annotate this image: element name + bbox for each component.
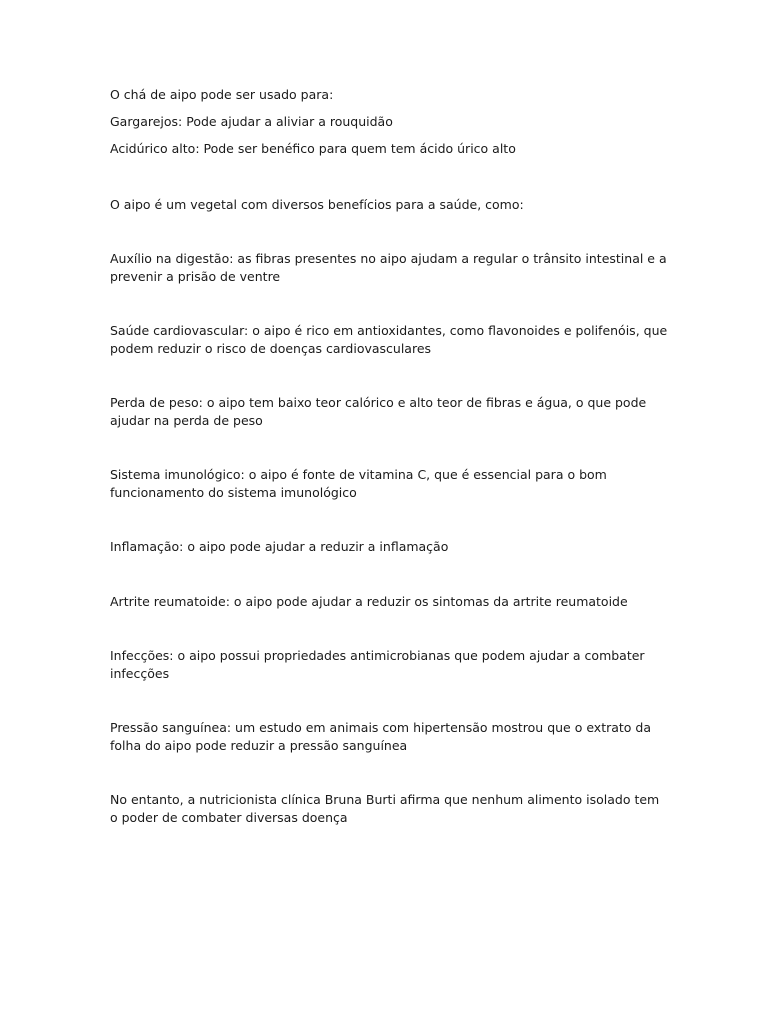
paragraph-acidurico: Acidúrico alto: Pode ser benéfico para quem tem ácido úrico alto [110, 141, 516, 156]
paragraph-conclusao: No entanto, a nutricionista clínica Bruna Burti afirma que nenhum alimento isolado tem o poder de combater diversas doença [110, 792, 660, 825]
paragraph-pressao: Pressão sanguínea: um estudo em animais com hipertensão mostrou que o extrato da folha do aipo pode reduzir a pressão sanguínea [110, 720, 652, 753]
paragraph-sistema-imunologico: Sistema imunológico: o aipo é fonte de vitamina C, que é essencial para o bom funcionamento do sistema imunológico [110, 467, 607, 500]
document-body [110, 86, 670, 827]
paragraph-gargarejos: Gargarejos: Pode ajudar a aliviar a rouquidão [110, 114, 393, 129]
paragraph-intro-tea: O chá de aipo pode ser usado para: [110, 87, 334, 102]
paragraph-artrite: Artrite reumatoide: o aipo pode ajudar a reduzir os sintomas da artrite reumatoide [110, 594, 628, 609]
paragraph-digestao: Auxílio na digestão: as fibras presentes no aipo ajudam a regular o trânsito intestinal e a prevenir a prisão de ventre [110, 251, 667, 284]
paragraph-cardiovascular: Saúde cardiovascular: o aipo é rico em antioxidantes, como flavonoides e polifenóis, que podem reduzir o risco de doenças cardiovasculares [110, 323, 668, 356]
paragraph-inflamacao: Inflamação: o aipo pode ajudar a reduzir a inflamação [110, 539, 449, 554]
paragraph-perda-de-peso: Perda de peso: o aipo tem baixo teor calórico e alto teor de fibras e água, o que pode ajudar na perda de peso [110, 395, 647, 428]
paragraph-infeccoes: Infecções: o aipo possui propriedades antimicrobianas que podem ajudar a combater infecções [110, 648, 645, 681]
paragraph-intro-benefits: O aipo é um vegetal com diversos benefícios para a saúde, como: [110, 197, 524, 212]
